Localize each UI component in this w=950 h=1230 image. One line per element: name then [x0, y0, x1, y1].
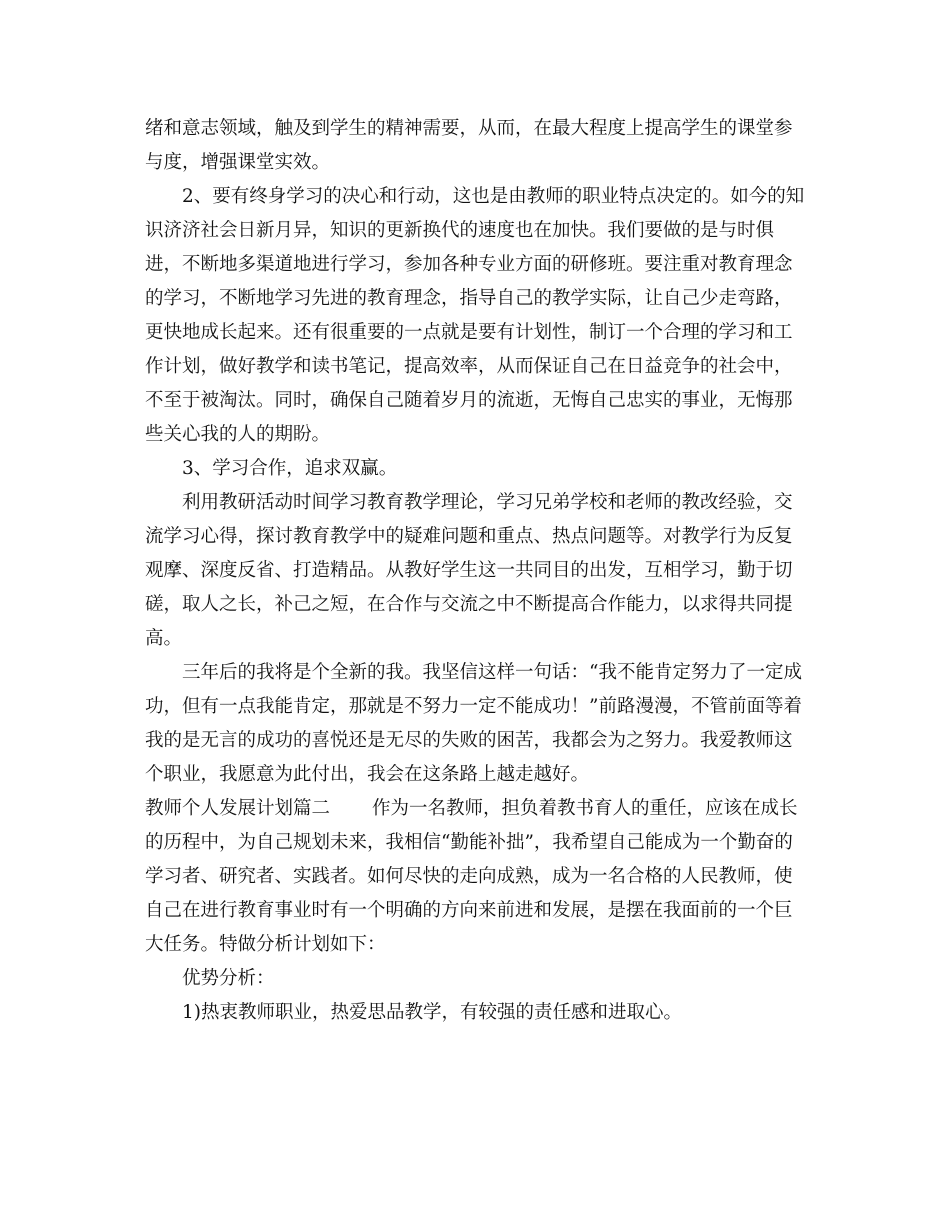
paragraph-line: 优势分析：: [182, 968, 275, 989]
paragraph-line: 3、学习合作，追求双赢。: [182, 458, 398, 479]
paragraph-line: 2、要有终身学习的决心和行动，这也是由教师的职业特点决定的。如今的知: [182, 186, 805, 207]
paragraph-line: 与度，增强课堂实效。: [145, 152, 331, 173]
paragraph-line: 功，但有一点我能肯定，那就是不努力一定不能成功！”前路漫漫，不管前面等着: [145, 696, 802, 717]
paragraph-line: 磋，取人之长，补己之短，在合作与交流之中不断提高合作能力，以求得共同提: [145, 594, 793, 615]
paragraph-line: 我的是无言的成功的喜悦还是无尽的失败的困苦，我都会为之努力。我爱教师这: [145, 730, 793, 751]
paragraph-line: 自己在进行教育事业时有一个明确的方向来前进和发展，是摆在我面前的一个巨: [145, 900, 793, 921]
paragraph-line: 些关心我的人的期盼。: [145, 424, 331, 445]
paragraph-line: 个职业，我愿意为此付出，我会在这条路上越走越好。: [145, 764, 590, 785]
paragraph-text: 作为一名教师，担负着教书育人的重任，应该在成长: [372, 798, 798, 819]
paragraph-line: 的学习，不断地学习先进的教育理念，指导自己的教学实际，让自己少走弯路，: [145, 288, 793, 309]
paragraph-line: 大任务。特做分析计划如下：: [145, 934, 386, 955]
paragraph-line: 流学习心得，探讨教育教学中的疑难问题和重点、热点问题等。对教学行为反复: [145, 526, 793, 547]
paragraph-line: 绪和意志领域，触及到学生的精神需要，从而，在最大程度上提高学生的课堂参: [145, 118, 793, 139]
paragraph-line: 进，不断地多渠道地进行学习，参加各种专业方面的研修班。要注重对教育理念: [145, 254, 793, 275]
section-heading: 教师个人发展计划篇二: [145, 798, 331, 819]
paragraph-line: 学习者、研究者、实践者。如何尽快的走向成熟，成为一名合格的人民教师，使: [145, 866, 793, 887]
paragraph-line: 作计划，做好教学和读书笔记，提高效率，从而保证自己在日益竞争的社会中，: [145, 356, 793, 377]
paragraph-line: 利用教研活动时间学习教育教学理论，学习兄弟学校和老师的教改经验，交: [182, 492, 793, 513]
document-body: [145, 112, 810, 1030]
paragraph-line: 识济济社会日新月异，知识的更新换代的速度也在加快。我们要做的是与时俱: [145, 220, 775, 241]
section-heading-line: [145, 792, 810, 826]
paragraph-line: 三年后的我将是个全新的我。我坚信这样一句话：“我不能肯定努力了一定成: [182, 662, 802, 683]
paragraph-line: 高。: [145, 628, 183, 649]
paragraph-line: 1)热衷教师职业，热爱思品教学，有较强的责任感和进取心。: [182, 1002, 682, 1023]
paragraph-line: 观摩、深度反省、打造精品。从教好学生这一共同目的出发，互相学习，勤于切: [145, 560, 793, 581]
paragraph-line: 不至于被淘汰。同时，确保自己随着岁月的流逝，无悔自己忠实的事业，无悔那: [145, 390, 793, 411]
paragraph-line: 更快地成长起来。还有很重要的一点就是要有计划性，制订一个合理的学习和工: [145, 322, 793, 343]
paragraph-line: 的历程中，为自己规划未来，我相信“勤能补拙”，我希望自己能成为一个勤奋的: [145, 832, 793, 853]
